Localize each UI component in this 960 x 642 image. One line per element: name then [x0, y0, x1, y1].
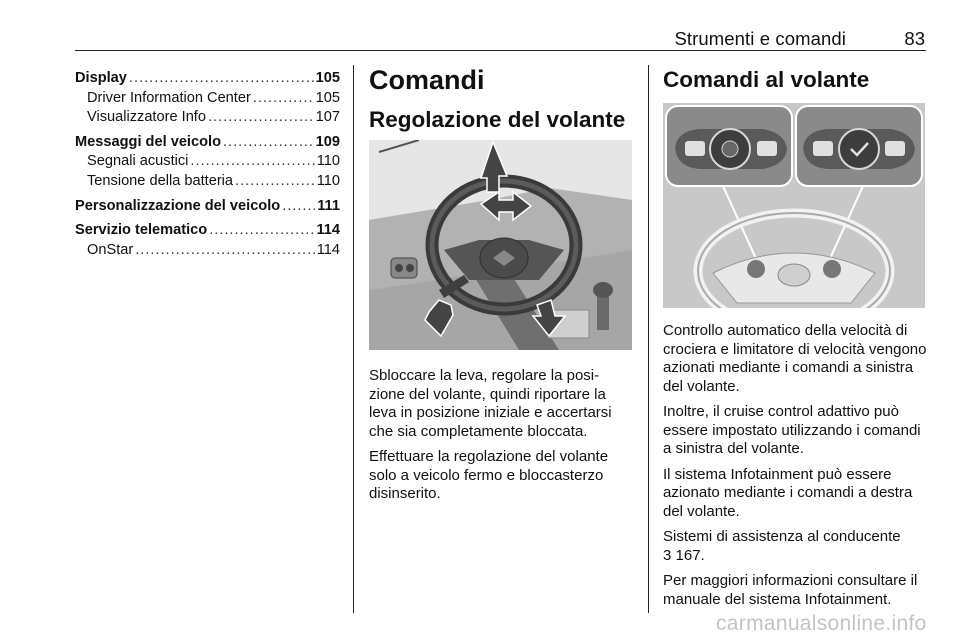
toc-page: 114 — [316, 241, 340, 258]
paragraph: Inoltre, il cruise control adattivo può essere impostato utilizzando i comandi a sinistra del volante. — [663, 403, 921, 457]
table-of-contents — [75, 69, 340, 260]
toc-entry[interactable] — [75, 133, 340, 153]
toc-page: 114 — [316, 222, 340, 239]
toc-page: 109 — [315, 133, 340, 150]
paragraph — [663, 528, 927, 565]
toc-label: Servizio telematico — [75, 222, 208, 239]
toc-entry[interactable] — [75, 108, 340, 128]
column-divider — [648, 65, 649, 613]
toc-label: Segnali acustici — [87, 153, 189, 170]
toc-label: Visualizzatore Info — [87, 109, 206, 126]
toc-entry[interactable] — [75, 221, 340, 241]
header-rule — [75, 50, 926, 51]
paragraph-text: Sistemi di assistenza al conducente — [663, 528, 901, 545]
toc-entry[interactable] — [75, 152, 340, 172]
steering-controls-illustration — [663, 103, 925, 308]
paragraph: Controllo automatico della velocità di crociera e limitatore di velocità vengono azionati mediante i comandi a sinistra del volante. — [663, 322, 927, 395]
subsection-heading: Regolazione del volante — [369, 107, 626, 132]
toc-page: 105 — [315, 70, 340, 86]
paragraph: Sbloccare la leva, regolare la posi-zione del volante, quindi riportare la leva in posizione iniziale e accertarsi che sia completamente bloccata. — [369, 367, 612, 440]
toc-label: Driver Information Center — [87, 89, 251, 106]
toc-label: Personalizzazione del veicolo — [75, 197, 281, 214]
toc-entry[interactable] — [75, 172, 340, 192]
toc-label: OnStar — [87, 241, 134, 258]
toc-entry[interactable] — [75, 197, 340, 217]
toc-label: Display — [75, 70, 127, 86]
toc-entry[interactable] — [75, 89, 340, 109]
toc-page: 110 — [316, 153, 340, 170]
toc-page: 111 — [317, 197, 340, 214]
toc-page: 110 — [316, 172, 340, 189]
steering-controls-text — [663, 322, 927, 616]
page-number: 83 — [904, 28, 925, 49]
toc-label: Tensione della batteria — [87, 172, 234, 189]
subsection-heading: Comandi al volante — [663, 67, 870, 92]
middle-column — [369, 64, 633, 134]
paragraph: Effettuare la regolazione del volante solo a veicolo fermo e bloccasterzo disinserito. — [369, 448, 609, 502]
paragraph: Il sistema Infotainment può essere azionato mediante i comandi a destra del volante. — [663, 465, 913, 520]
toc-entry[interactable] — [75, 69, 340, 89]
steering-adjustment-illustration — [369, 140, 632, 350]
paragraph: Per maggiori informazioni consultare il manuale del sistema Infotainment. — [663, 572, 918, 608]
toc-page: 105 — [315, 89, 340, 106]
section-heading: Comandi — [369, 65, 485, 95]
toc-label: Messaggi del veicolo — [75, 133, 221, 150]
page-reference-link[interactable]: 3 167. — [663, 546, 705, 564]
section-title: Strumenti e comandi — [674, 28, 846, 49]
steering-adjustment-text — [369, 367, 633, 511]
toc-page: 107 — [315, 109, 340, 126]
watermark: carmanualsonline.info — [716, 612, 927, 635]
column-divider — [353, 65, 354, 613]
toc-entry[interactable] — [75, 241, 340, 261]
